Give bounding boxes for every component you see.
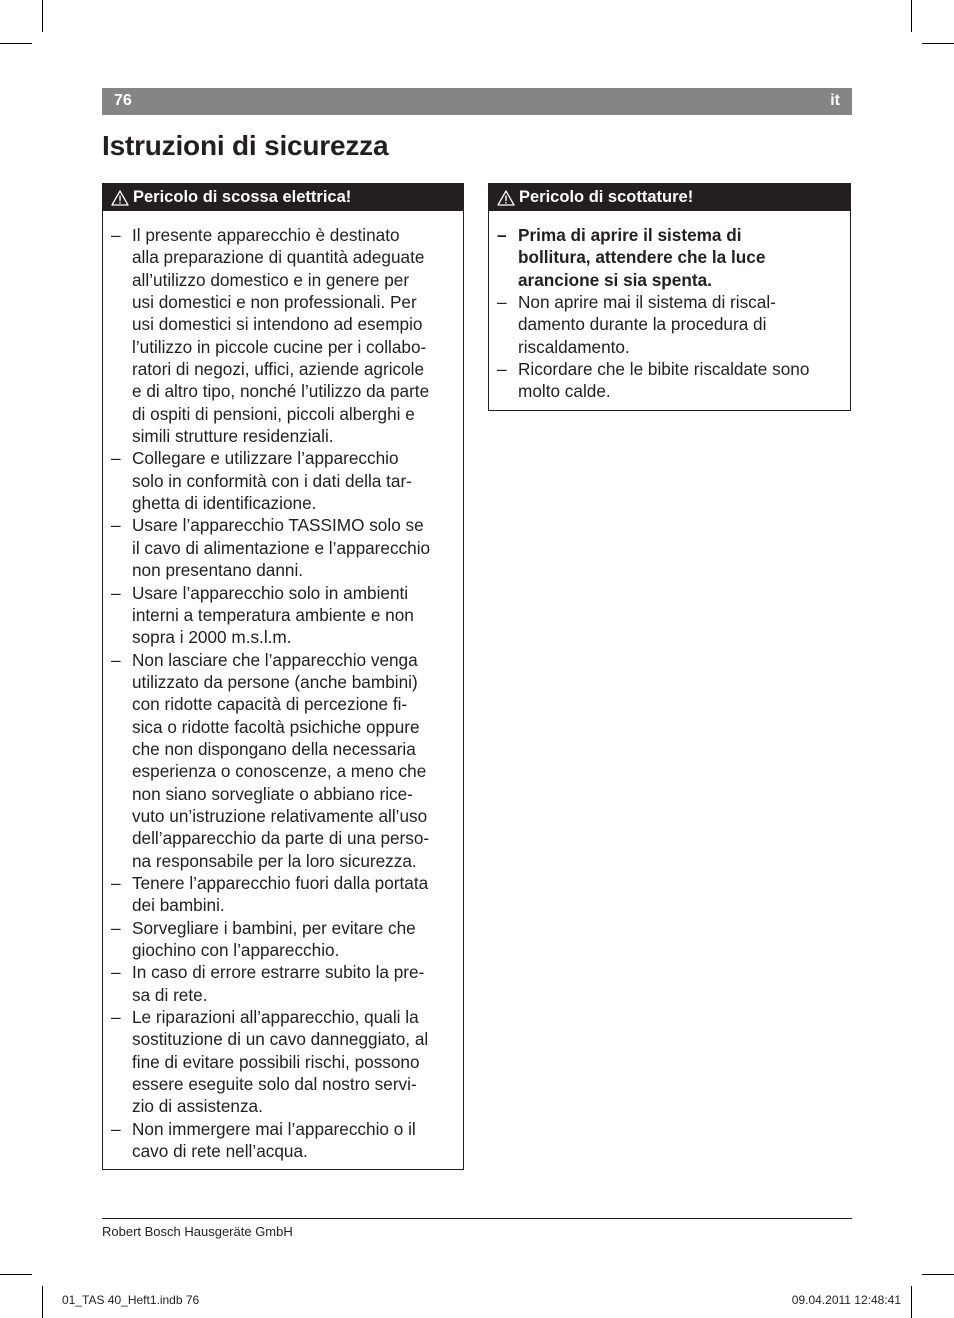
print-slug-file: 01_TAS 40_Heft1.indb 76 [62, 1293, 200, 1307]
list-item-line: fine di evitare possibili rischi, possono [132, 1051, 420, 1072]
warning-triangle-icon [111, 190, 129, 206]
list-item-line: sica o ridotte facoltà psichiche oppure [132, 716, 420, 737]
list-item-line: ghetta di identificazione. [132, 493, 317, 514]
list-item [103, 917, 463, 962]
crop-mark [911, 0, 912, 32]
list-item-line: zio di assistenza. [132, 1096, 263, 1117]
electric-shock-warning-box [102, 183, 464, 1170]
list-item-line: vuto un’istruzione relativamente all’uso [132, 805, 428, 826]
list-item-line: solo in conformità con i dati della tar- [132, 470, 412, 491]
list-item-line: interni a temperatura ambiente e non [132, 604, 414, 625]
list-item-line: In caso di errore estrarre subito la pre- [132, 962, 425, 983]
page-header-bar [102, 88, 852, 115]
list-item-line: che non dispongano della necessaria [132, 738, 416, 759]
crop-mark [911, 1286, 912, 1318]
box-heading-text: Pericolo di scossa elettrica! [133, 188, 352, 206]
list-item-line: Prima di aprire il sistema di [518, 225, 742, 245]
list-item-line: Sorvegliare i bambini, per evitare che [132, 917, 416, 938]
list-item [489, 224, 850, 291]
list-item-line: sostituzione di un cavo danneggiato, al [132, 1029, 429, 1050]
scald-safety-list [489, 211, 850, 403]
list-item-line: simili strutture residenziali. [132, 426, 334, 447]
list-item-line: l’utilizzo in piccole cucine per i collabo- [132, 336, 427, 357]
list-item-line: damento durante la procedura di [518, 314, 767, 335]
list-item-line: il cavo di alimentazione e l’apparecchio [132, 537, 431, 558]
footer-rule [102, 1218, 852, 1219]
crop-mark [922, 1274, 954, 1275]
list-item-line: non siano sorvegliate o abbiano rice- [132, 783, 413, 804]
list-item-line: ratori di negozi, uffici, aziende agricole [132, 359, 425, 380]
list-item-line: essere eseguite solo dal nostro servi- [132, 1074, 417, 1095]
electric-shock-heading [103, 184, 463, 211]
print-slug-date: 09.04.2011 12:48:41 [791, 1293, 901, 1307]
list-item [103, 872, 463, 917]
list-item-line: e di altro tipo, nonché l’utilizzo da parte [132, 381, 430, 402]
crop-mark [0, 43, 32, 44]
list-item-line: non presentano danni. [132, 560, 304, 581]
list-item-line: riscaldamento. [518, 336, 630, 357]
list-item-line: giochino con l’apparecchio. [132, 940, 340, 960]
list-item-line: Il presente apparecchio è destinato [132, 225, 400, 245]
list-item-line: na responsabile per la loro sicurezza. [132, 850, 417, 871]
list-item-line: cavo di rete nell’acqua. [132, 1141, 308, 1162]
list-item-line: sopra i 2000 m.s.l.m. [132, 627, 292, 648]
list-item-line: dei bambini. [132, 895, 225, 916]
list-item [103, 447, 463, 514]
list-item-line: con ridotte capacità di percezione fi- [132, 694, 408, 715]
crop-mark [42, 0, 43, 32]
list-item-line: arancione si sia spenta. [518, 269, 712, 290]
list-item-line: all’utilizzo domestico e in genere per [132, 269, 410, 290]
list-item-line: di ospiti di pensioni, piccoli alberghi e [132, 403, 415, 424]
warning-triangle-icon [497, 190, 515, 206]
crop-mark [922, 43, 954, 44]
list-item-line: sa di rete. [132, 984, 208, 1005]
list-item-line: Collegare e utilizzare l’apparecchio [132, 448, 399, 469]
list-item [103, 514, 463, 581]
list-item [103, 1118, 463, 1163]
list-item [103, 649, 463, 872]
list-item-line: molto calde. [518, 381, 611, 402]
crop-mark [42, 1286, 43, 1318]
list-item-line: Ricordare che le bibite riscaldate sono [518, 359, 810, 380]
list-item-line: usi domestici si intendono ad esempio [132, 314, 423, 335]
list-item [103, 582, 463, 649]
crop-mark [0, 1274, 32, 1275]
list-item-line: Non lasciare che l’apparecchio venga [132, 649, 418, 670]
list-item [489, 291, 850, 358]
list-item [103, 224, 463, 447]
list-item [103, 1006, 463, 1118]
list-item-line: Le riparazioni all’apparecchio, quali la [132, 1007, 419, 1028]
list-item-line: esperienza o conoscenze, a meno che [132, 761, 427, 782]
list-item-line: dell’apparecchio da parte di una perso- [132, 828, 430, 849]
list-item-line: bollitura, attendere che la luce [518, 247, 766, 268]
list-item [489, 358, 850, 403]
page-title: Istruzioni di sicurezza [102, 130, 389, 161]
list-item-line: Non aprire mai il sistema di riscal- [518, 292, 776, 313]
list-item-line: Usare l’apparecchio solo in ambienti [132, 582, 409, 603]
list-item-line: utilizzato da persone (anche bambini) [132, 671, 418, 692]
language-code: it [830, 92, 840, 109]
scald-warning-box [488, 183, 851, 411]
list-item-line: Usare l’apparecchio TASSIMO solo se [132, 515, 424, 536]
list-item [103, 961, 463, 1006]
electric-safety-list [103, 211, 463, 1162]
list-item-line: usi domestici e non professionali. Per [132, 292, 417, 313]
box-heading-text: Pericolo di scottature! [519, 188, 694, 206]
list-item-line: Tenere l’apparecchio fuori dalla portata [132, 872, 429, 893]
footer-company: Robert Bosch Hausgeräte GmbH [102, 1224, 293, 1239]
scald-heading [489, 184, 850, 211]
page-number: 76 [114, 92, 132, 109]
list-item-line: alla preparazione di quantità adeguate [132, 247, 425, 268]
list-item-line: Non immergere mai l’apparecchio o il [132, 1118, 416, 1139]
